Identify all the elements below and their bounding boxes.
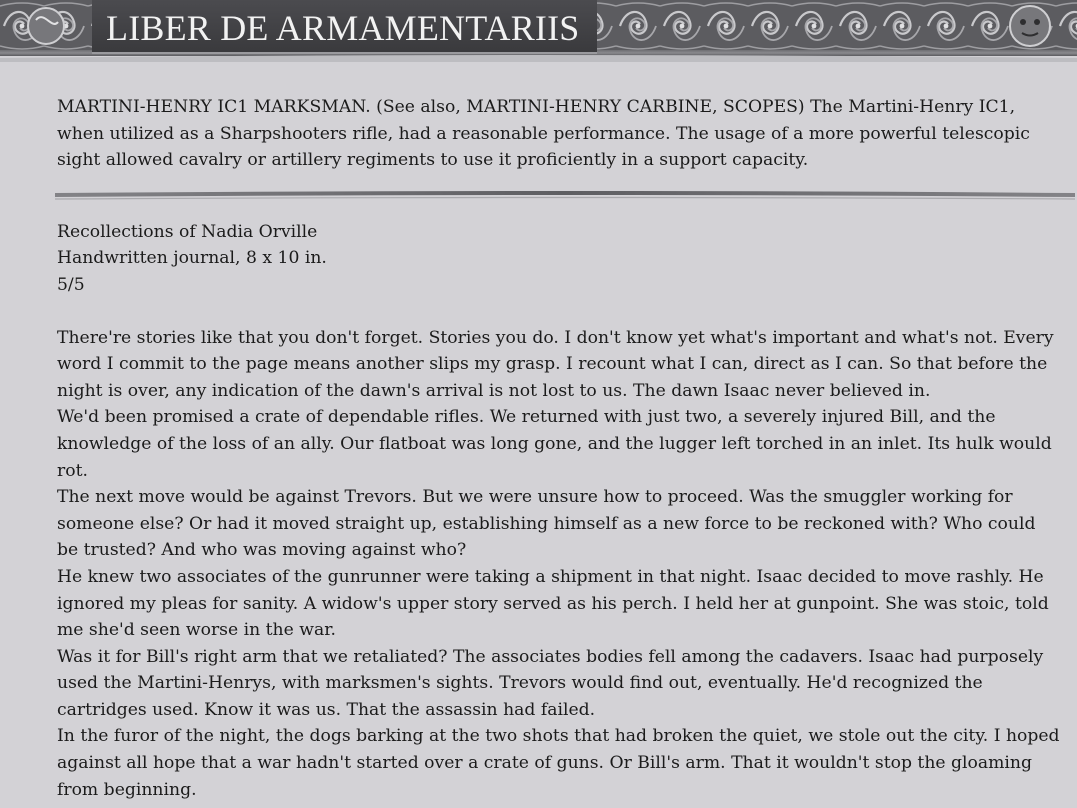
source-type: Handwritten journal, 8 x 10 in. (57, 248, 327, 269)
page-title: LIBER DE ARMAMENTARIIS (106, 8, 580, 48)
source-info (57, 219, 1062, 299)
source-title: Recollections of Nadia Orville (57, 221, 318, 242)
face-ornament-icon (28, 8, 64, 44)
journal-paragraph: He knew two associates of the gunrunner were taking a shipment in that night. Isaac decided to move rashly. He ignored my pleas for sanity. A widow's upper story served as his perch. I held her at gunpoint. She was stoic, told me she'd seen worse in the war. (57, 566, 1049, 641)
header (0, 0, 1077, 66)
face-ornament-icon (1010, 6, 1050, 46)
journal-paragraph: In the furor of the night, the dogs barking at the two shots that had broken the quiet, we stole out the city. I hoped against all hope that a war hadn't started over a crate of guns. Or Bill's arm. That it wouldn't stop the gloaming from beginning. (57, 726, 1060, 800)
entry-intro: MARTINI-HENRY IC1 MARKSMAN. (See also, MARTINI-HENRY CARBINE, SCOPES) The Martini-Henry IC1, when utilized as a Sharpshooters rifle, had a reasonable performance. The usage of a more powerful telescopic sight allowed cavalry or artillery regiments to use it proficiently in a support capacity. (57, 97, 1030, 171)
section-divider (55, 187, 1075, 203)
journal-paragraph: We'd been promised a crate of dependable rifles. We returned with just two, a severely injured Bill, and the knowledge of the loss of an ally. Our flatboat was long gone, and the lugger left torched in an inlet. Its hulk would rot. (57, 407, 1052, 481)
journal-paragraph: Was it for Bill's right arm that we retaliated? The associates bodies fell among the cadavers. Isaac had purposely used the Martini-Henrys, with marksmen's sights. Trevors would find out, eventually. He'd recognized the cartridges used. Know it was us. That the assassin had failed. (57, 646, 1044, 720)
journal-paragraph: The next move would be against Trevors. But we were unsure how to proceed. Was the smuggler working for someone else? Or had it moved straight up, establishing himself as a new force to be reckoned with? Who could be trusted? And who was moving against who? (57, 487, 1036, 561)
journal-paragraph: There're stories like that you don't forget. Stories you do. I don't know yet what's important and what's not. Every word I commit to the page means another slips my grasp. I recount what I can, direct as I can. So that before the night is over, any indication of the dawn's arrival is not lost to us. The dawn Isaac never believed in. (57, 327, 1054, 401)
journal-text (57, 325, 1062, 804)
entry-content (57, 94, 1062, 803)
page-indicator: 5/5 (57, 274, 85, 295)
